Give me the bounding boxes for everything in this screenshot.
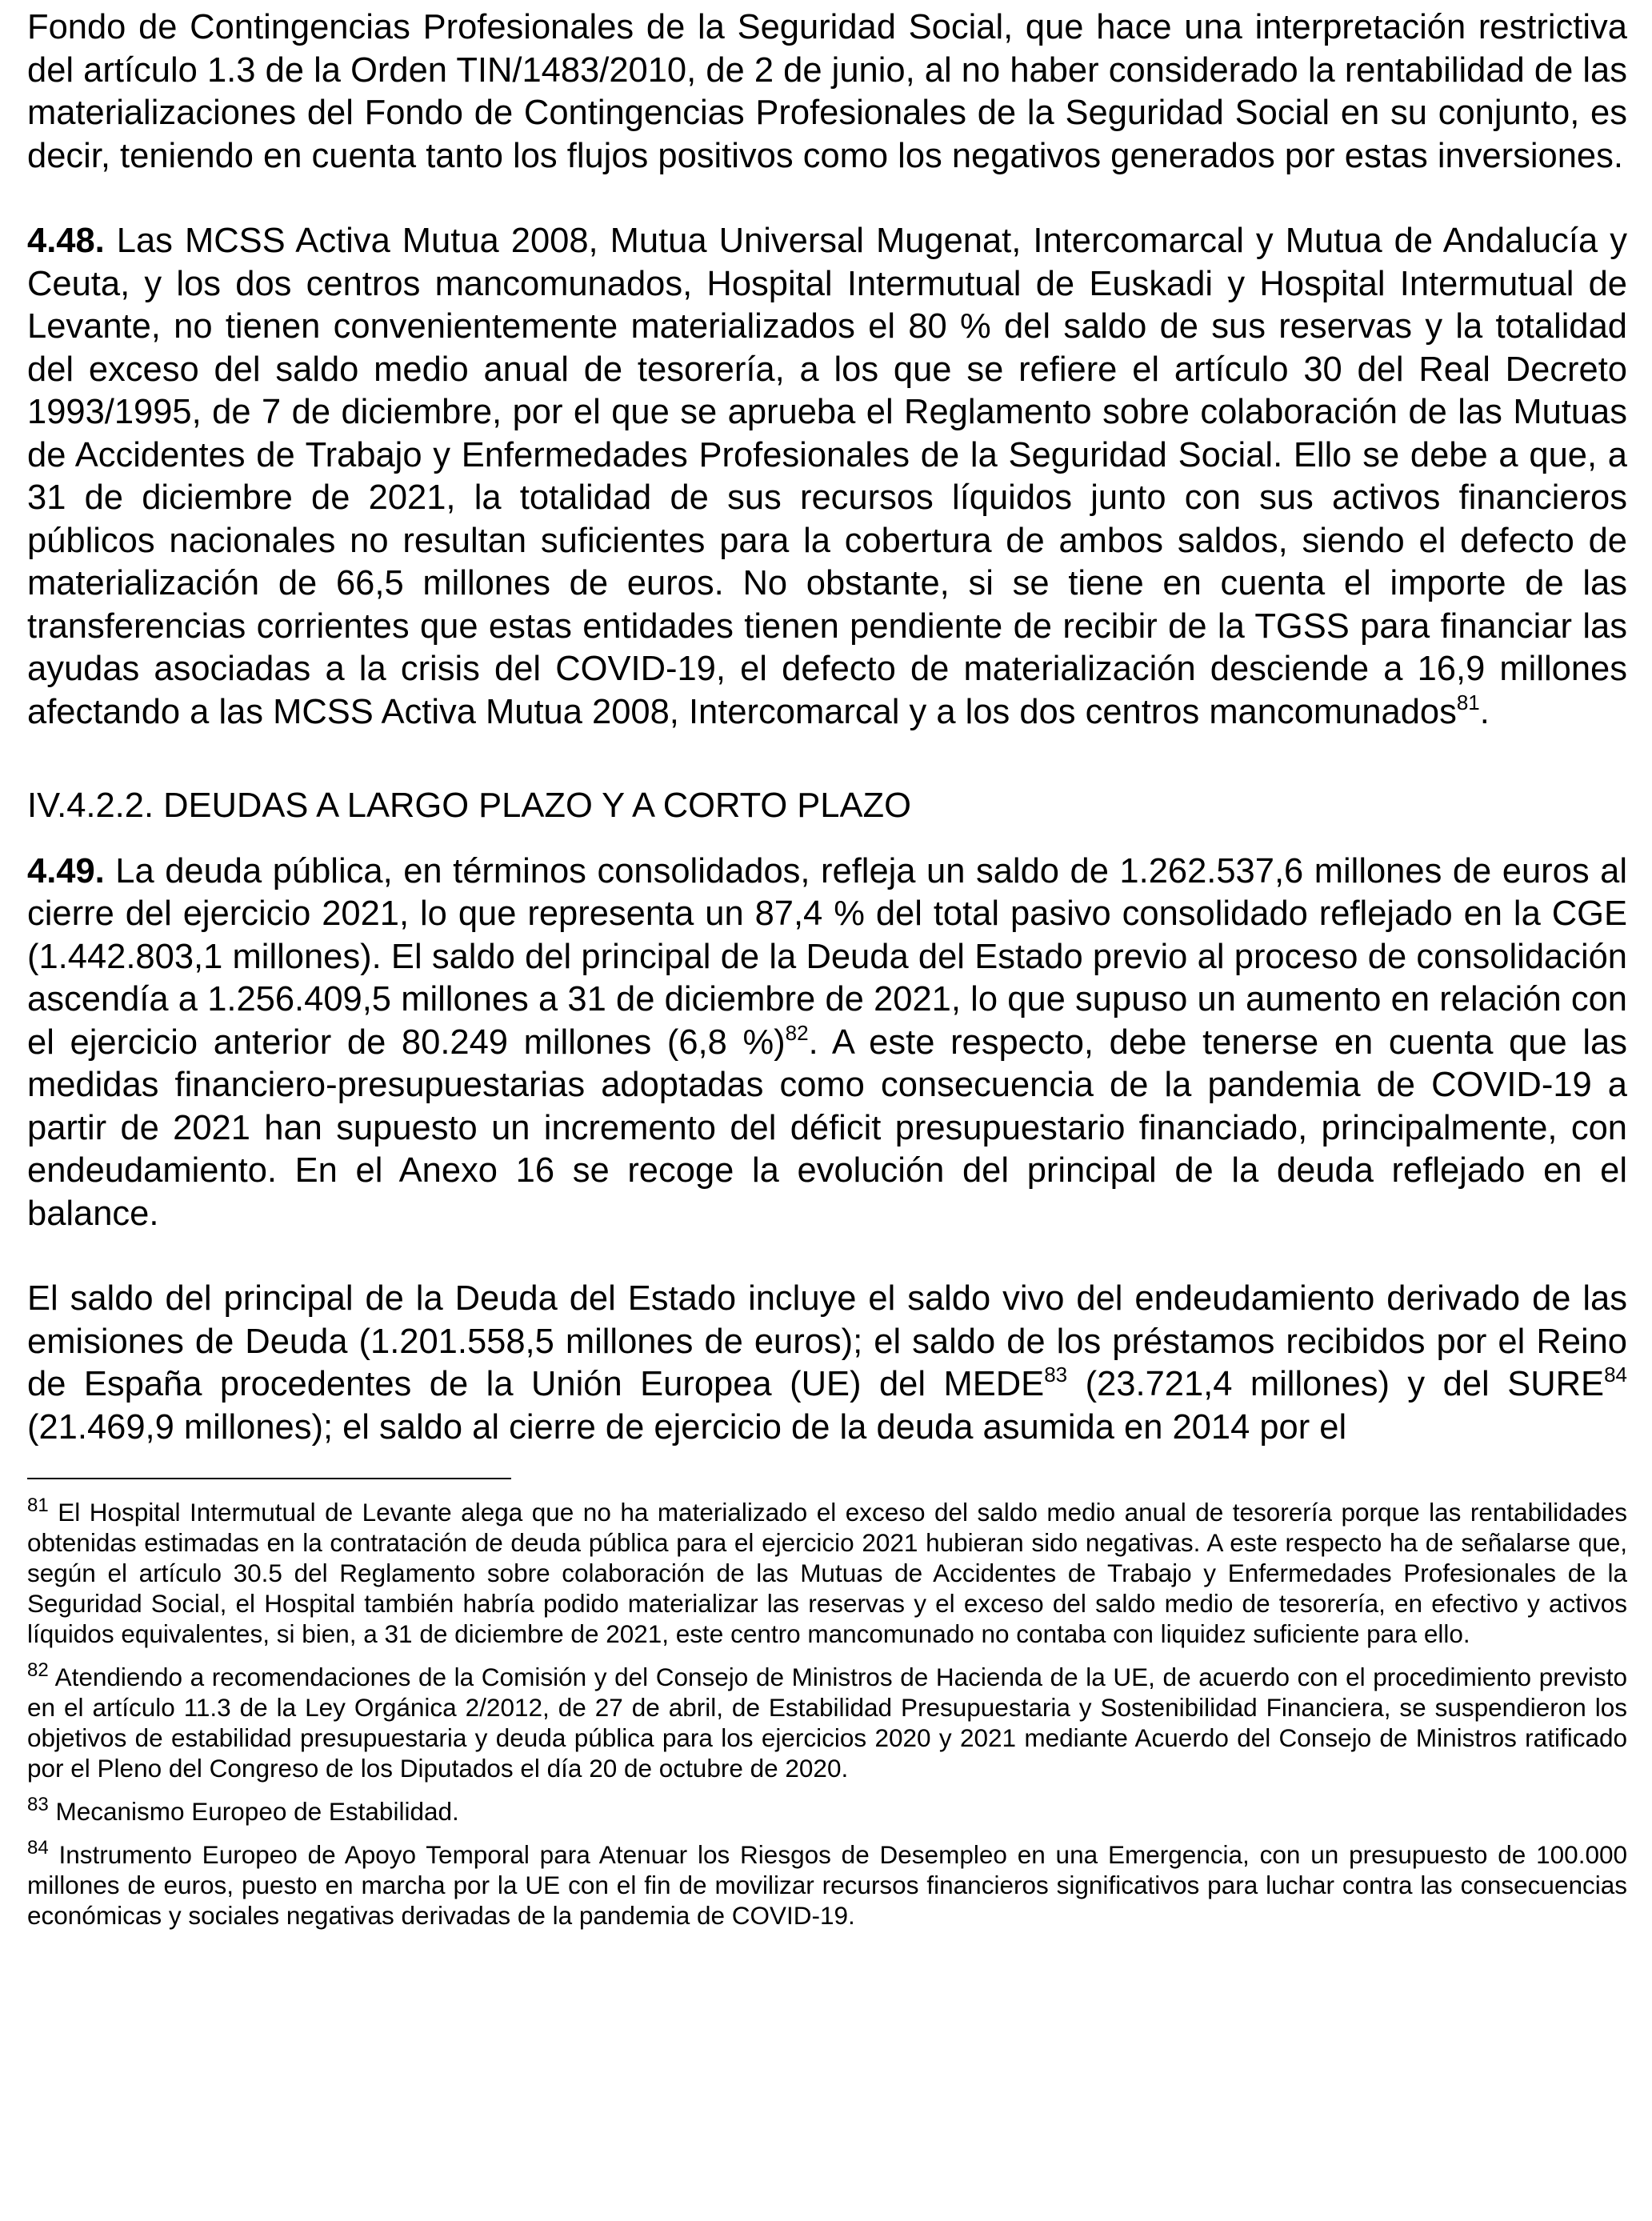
document-page: [27, 6, 1627, 1931]
footnote-number: 82: [27, 1659, 49, 1681]
paragraph-text: Las MCSS Activa Mutua 2008, Mutua Universal Mugenat, Intercomarcal y Mutua de Andalucía y Ceuta, y los dos centros mancomunados, Hospital Intermutual de Euskadi y Hospital Intermutual de Levante, no tienen convenientemente materializados el 80 % del saldo de sus reservas y la totalidad del exceso del saldo medio anual de tesorería, a los que se refiere el artículo 30 del Real Decreto 1993/1995, de 7 de diciembre, por el que se aprueba el Reglamento sobre colaboración de las Mutuas de Accidentes de Trabajo y Enfermedades Profesionales de la Seguridad Social. Ello se debe a que, a 31 de diciembre de 2021, la totalidad de sus recursos líquidos junto con sus activos financieros públicos nacionales no resultan suficientes para la cobertura de ambos saldos, siendo el defecto de materialización de 66,5 millones de euros. No obstante, si se tiene en cuenta el importe de las transferencias corrientes que estas entidades tienen pendiente de recibir de la TGSS para financiar las ayudas asociadas a la crisis del COVID-19, el defecto de materialización desciende a 16,9 millones afectando a las MCSS Activa Mutua 2008, Intercomarcal y a los dos centros mancomunados: [27, 222, 1627, 731]
paragraph-text: . A este respecto, debe tenerse en cuenta que las medidas financiero-presupuestarias adoptadas como consecuencia de la pandemia de COVID-19 a partir de 2021 han supuesto un incremento del déficit presupuestario financiado, principalmente, con endeudamiento. En el Anexo 16 se recoge la evolución del principal de la deuda reflejado en el balance.: [27, 1022, 1627, 1233]
paragraph-number: 4.48.: [27, 222, 105, 260]
paragraph-text: La deuda pública, en términos consolidados, refleja un saldo de 1.262.537,6 millones de euros al cierre del ejercicio 2021, lo que representa un 87,4 % del total pasivo consolidado reflejado en la CGE (1.442.803,1 millones). El saldo del principal de la Deuda del Estado previo al proceso de consolidación ascendía a 1.256.409,5 millones a 31 de diciembre de 2021, lo que supuso un aumento en relación con el ejercicio anterior de 80.249 millones (6,8 %): [27, 851, 1627, 1062]
footnote-ref-84[interactable]: 84: [1604, 1363, 1627, 1387]
footnote-81: [27, 1497, 1627, 1649]
footnote-84: [27, 1839, 1627, 1931]
paragraph-intro: Fondo de Contingencias Profesionales de la Seguridad Social, que hace una interpretación restrictiva del artículo 1.3 de la Orden TIN/1483/2010, de 2 de junio, al no haber considerado la rentabilidad de las materializaciones del Fondo de Contingencias Profesionales de la Seguridad Social en su conjunto, es decir, teniendo en cuenta tanto los flujos positivos como los negativos generados por estas inversiones.: [27, 8, 1627, 175]
footnote-text: El Hospital Intermutual de Levante alega que no ha materializado el exceso del saldo medio anual de tesorería porque las rentabilidades obtenidas estimadas en la contratación de deuda pública para el ejercicio 2021 hubieran sido negativas. A este respecto ha de señalarse que, según el artículo 30.5 del Reglamento sobre colaboración de las Mutuas de Accidentes de Trabajo y Enfermedades Profesionales de la Seguridad Social, el Hospital también habría podido materializar las reservas y el exceso del saldo medio de tesorería, en efectivo y activos líquidos equivalentes, si bien, a 31 de diciembre de 2021, este centro mancomunado no contaba con liquidez suficiente para ello.: [27, 1498, 1627, 1648]
paragraph-saldo: [27, 1278, 1627, 1449]
footnote-text: Atendiendo a recomendaciones de la Comisión y del Consejo de Ministros de Hacienda de la UE, de acuerdo con el procedimiento previsto en el artículo 11.3 de la Ley Orgánica 2/2012, de 27 de abril, de Estabilidad Presupuestaria y Sostenibilidad Financiera, se suspendieron los objetivos de estabilidad presupuestaria y deuda pública para los ejercicios 2020 y 2021 mediante Acuerdo del Consejo de Ministros ratificado por el Pleno del Congreso de los Diputados el día 20 de octubre de 2020.: [27, 1663, 1627, 1783]
footnote-separator: [27, 1478, 511, 1479]
footnote-text: Instrumento Europeo de Apoyo Temporal para Atenuar los Riesgos de Desempleo en una Emergencia, con un presupuesto de 100.000 millones de euros, puesto en marcha por la UE con el fin de movilizar recursos financieros significativos para luchar contra las consecuencias económicas y sociales negativas derivadas de la pandemia de COVID-19.: [27, 1840, 1627, 1930]
footnote-number: 81: [27, 1495, 49, 1516]
footnote-text: Mecanismo Europeo de Estabilidad.: [48, 1797, 459, 1826]
footnote-ref-83[interactable]: 83: [1044, 1363, 1068, 1387]
section-heading: IV.4.2.2. DEUDAS A LARGO PLAZO Y A CORTO PLAZO: [27, 786, 911, 825]
paragraph-4-48: [27, 220, 1627, 734]
paragraph-text: (21.469,9 millones); el saldo al cierre de ejercicio de la deuda asumida en 2014 por el: [27, 1407, 1347, 1447]
footnote-ref-81[interactable]: 81: [1456, 690, 1480, 714]
paragraph-text: (23.721,4 millones) y del SURE: [1067, 1365, 1605, 1403]
footnote-number: 84: [27, 1837, 49, 1859]
paragraph-text: El saldo del principal de la Deuda del Estado incluye el saldo vivo del endeudamiento derivado de las emisiones de Deuda (1.201.558,5 millones de euros); el saldo de los préstamos recibidos por el Reino de España procedentes de la Unión Europea (UE) del MEDE: [27, 1279, 1627, 1403]
footnote-83: [27, 1796, 1627, 1827]
paragraph-4-49: [27, 850, 1627, 1236]
footnote-number: 83: [27, 1794, 49, 1815]
footnote-82: [27, 1659, 1627, 1783]
footnote-ref-82[interactable]: 82: [785, 1020, 809, 1045]
paragraph-number: 4.49.: [27, 851, 105, 890]
paragraph-end: .: [1479, 692, 1490, 731]
